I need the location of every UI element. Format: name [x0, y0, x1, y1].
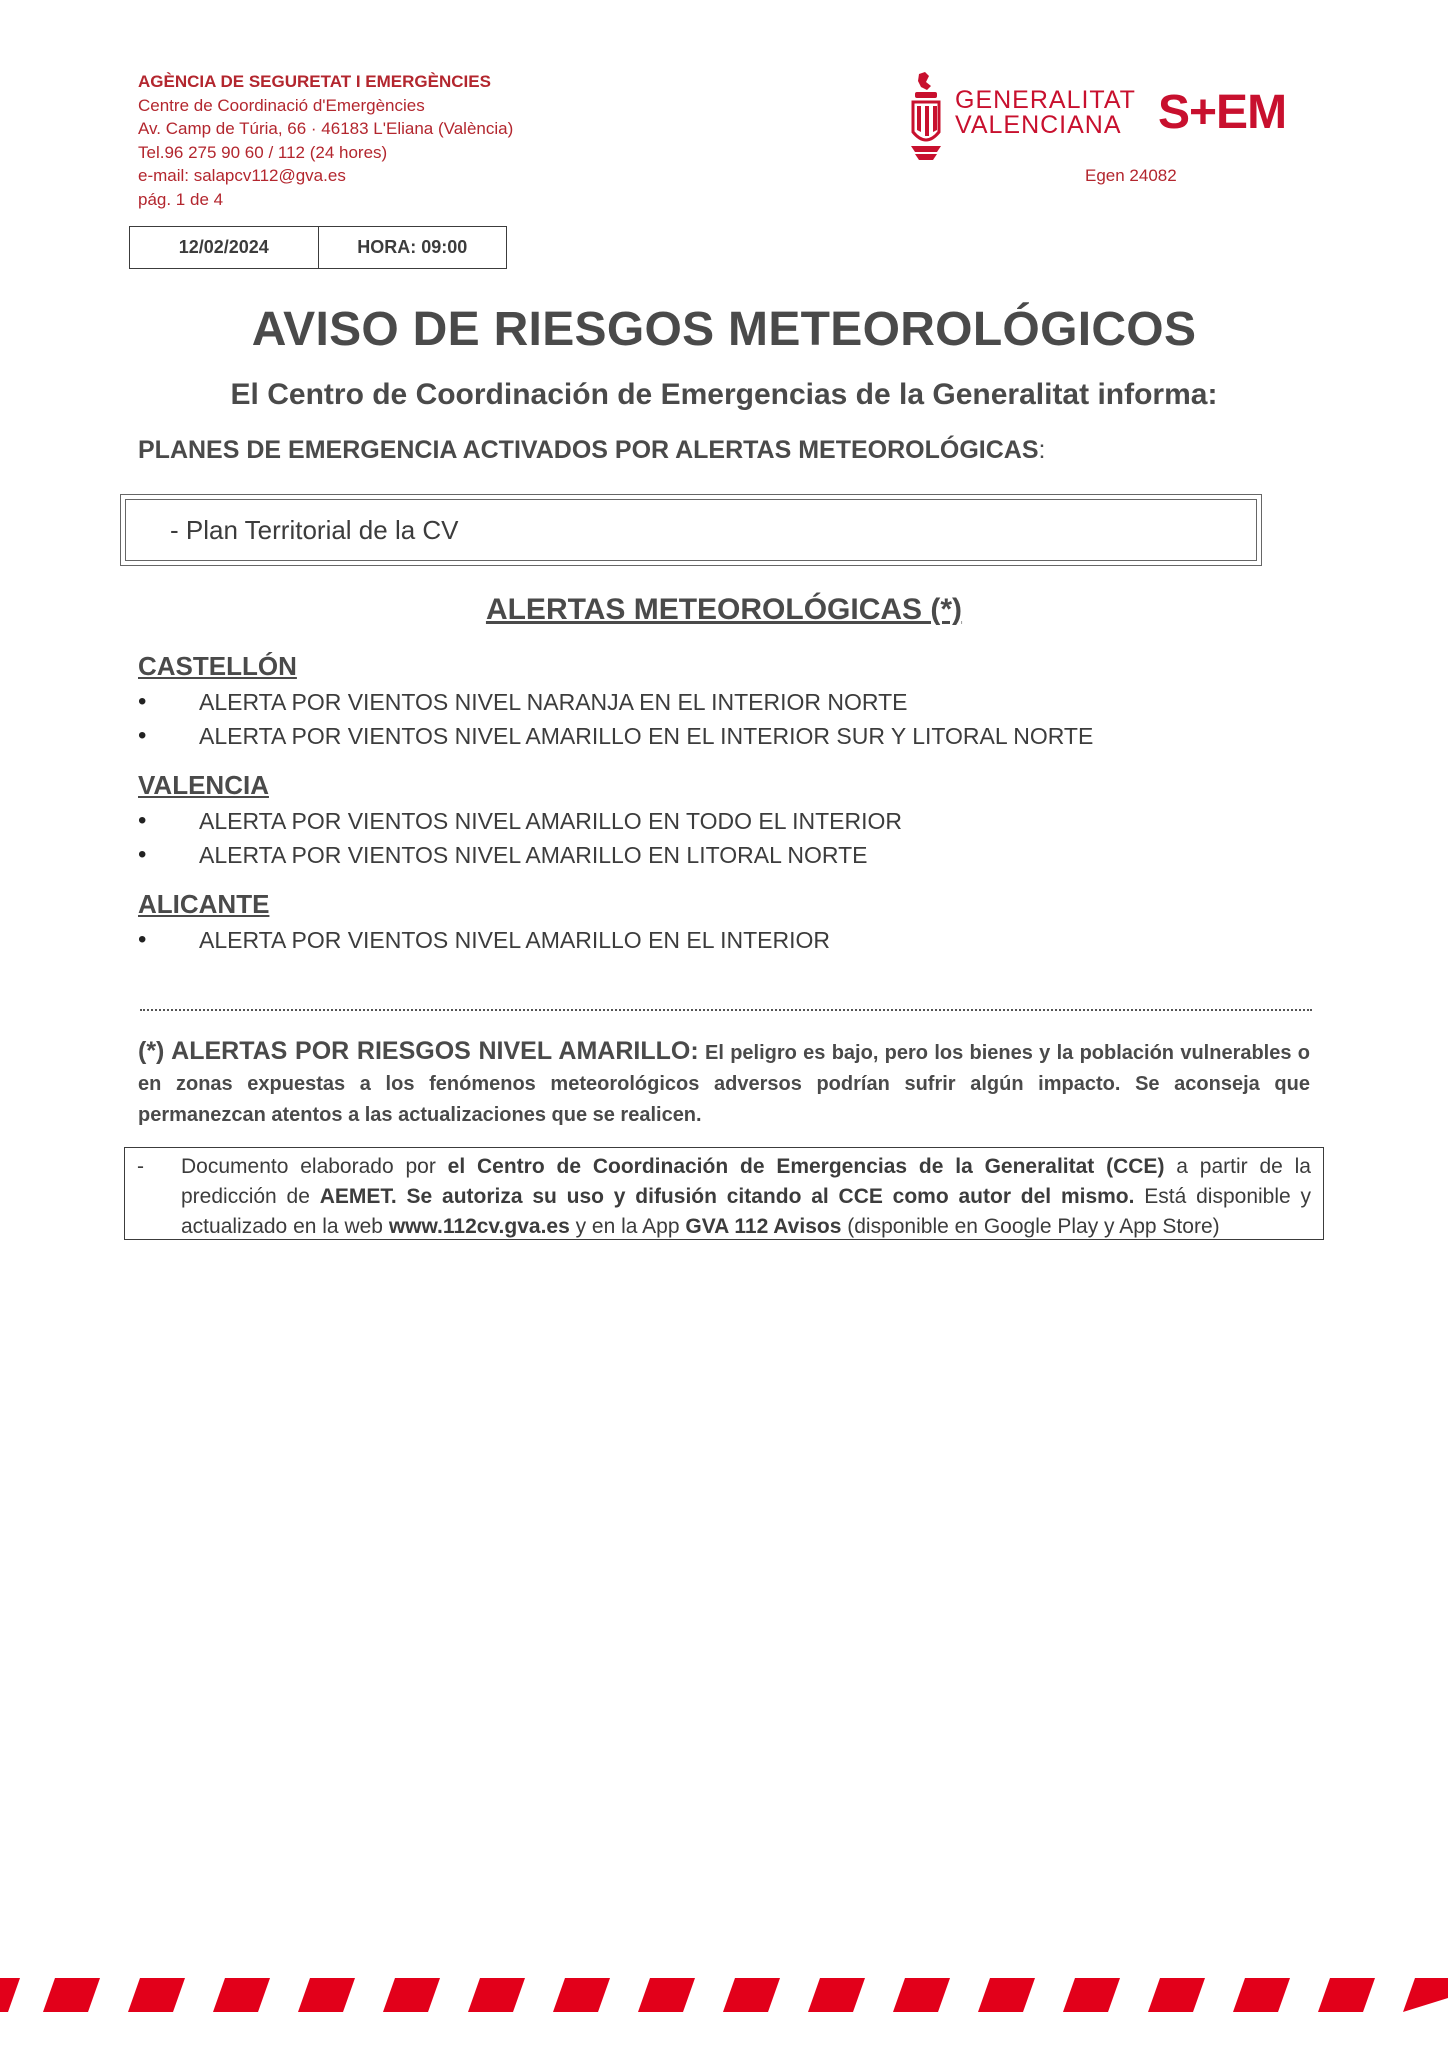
credit-text: a partir de la predicción de — [181, 1155, 1311, 1208]
yellow-alert-note — [138, 1036, 1310, 1131]
egen-code: Egen 24082 — [1085, 166, 1177, 185]
credit-dash: - — [137, 1155, 144, 1178]
note-heading: (*) ALERTAS POR RIESGOS NIVEL AMARILLO: — [138, 1037, 699, 1065]
alert-list — [138, 685, 1318, 753]
page-title: AVISO DE RIESGOS METEOROLÓGICOS — [251, 303, 1197, 356]
agency-line-email: e-mail: salapcv112@gva.es — [138, 166, 346, 185]
agency-line-centre: Centre de Coordinació d'Emergències — [138, 95, 425, 115]
page-subtitle: El Centro de Coordinación de Emergencias de la Generalitat informa: — [230, 378, 1218, 411]
credit-text: y en la App — [569, 1215, 686, 1238]
alert-item: • ALERTA POR VIENTOS NIVEL AMARILLO EN EL INTERIOR — [138, 923, 1318, 957]
region-name: VALENCIA — [138, 770, 269, 800]
footer-stripe-band — [0, 1978, 1448, 2012]
alert-list — [138, 923, 1318, 957]
credit-text: Está disponible y actualizado en la web — [181, 1185, 1311, 1238]
note-text: El peligro es bajo, pero los bienes y la población vulnerables o en zonas expuestas a los fenómenos meteorológicos adversos podrían sufrir algún impacto. Se aconseja que permanezcan atentos a las actualizaciones que se realicen. — [138, 1042, 1311, 1126]
logo-text-line2: VALENCIANA — [955, 111, 1122, 139]
region-alicante — [138, 885, 1318, 957]
credit-text: (disponible en Google Play y App Store) — [841, 1215, 1220, 1238]
agency-address-block — [138, 70, 513, 211]
region-castellon — [138, 647, 1318, 753]
date-time-box — [129, 226, 507, 269]
generalitat-emblem-icon — [907, 72, 947, 160]
alert-item: • ALERTA POR VIENTOS NIVEL AMARILLO EN TODO EL INTERIOR — [138, 804, 1318, 838]
document-credit-box — [124, 1147, 1324, 1240]
plans-heading-colon: : — [1038, 436, 1046, 464]
dotted-divider — [140, 1009, 1312, 1011]
credit-app-name: GVA 112 Avisos — [685, 1215, 842, 1238]
credit-bold: AEMET. Se autoriza su uso y difusión citando al CCE como autor del mismo. — [319, 1185, 1135, 1208]
region-name: CASTELLÓN — [138, 651, 297, 681]
plans-heading-text: PLANES DE EMERGENCIA ACTIVADOS POR ALERTAS METEOROLÓGICAS — [138, 436, 1039, 464]
sem-logo: S+EM — [1158, 86, 1287, 139]
credit-text: Documento elaborado por — [181, 1155, 448, 1178]
region-name: ALICANTE — [138, 889, 270, 919]
plans-heading — [138, 436, 1045, 465]
alert-item: • ALERTA POR VIENTOS NIVEL AMARILLO EN LITORAL NORTE — [138, 838, 1318, 872]
credit-website: www.112cv.gva.es — [388, 1215, 570, 1238]
alert-item: • ALERTA POR VIENTOS NIVEL AMARILLO EN EL INTERIOR SUR Y LITORAL NORTE — [138, 719, 1318, 753]
agency-line-address: Av. Camp de Túria, 66 · 46183 L'Eliana (València) — [138, 119, 514, 138]
alerts-heading: ALERTAS METEOROLÓGICAS (*) — [485, 593, 963, 626]
agency-line-phone: Tel.96 275 90 60 / 112 (24 hores) — [138, 142, 388, 162]
agency-name: AGÈNCIA DE SEGURETAT I EMERGÈNCIES — [138, 72, 491, 91]
time-cell: HORA: 09:00 — [318, 227, 507, 268]
region-valencia — [138, 766, 1318, 872]
alert-list — [138, 804, 1318, 872]
date-cell: 12/02/2024 — [178, 237, 269, 257]
plan-item: - Plan Territorial de la CV — [125, 499, 1257, 561]
alert-item: • ALERTA POR VIENTOS NIVEL NARANJA EN EL INTERIOR NORTE — [138, 685, 1318, 719]
logo-text-line1: GENERALITAT — [955, 86, 1136, 114]
generalitat-wordmark — [955, 88, 1136, 138]
plans-box — [120, 494, 1262, 566]
page-number: pág. 1 de 4 — [138, 189, 224, 209]
credit-bold: el Centro de Coordinación de Emergencias de la Generalitat (CCE) — [447, 1155, 1165, 1178]
generalitat-valenciana-logo — [907, 70, 1136, 162]
